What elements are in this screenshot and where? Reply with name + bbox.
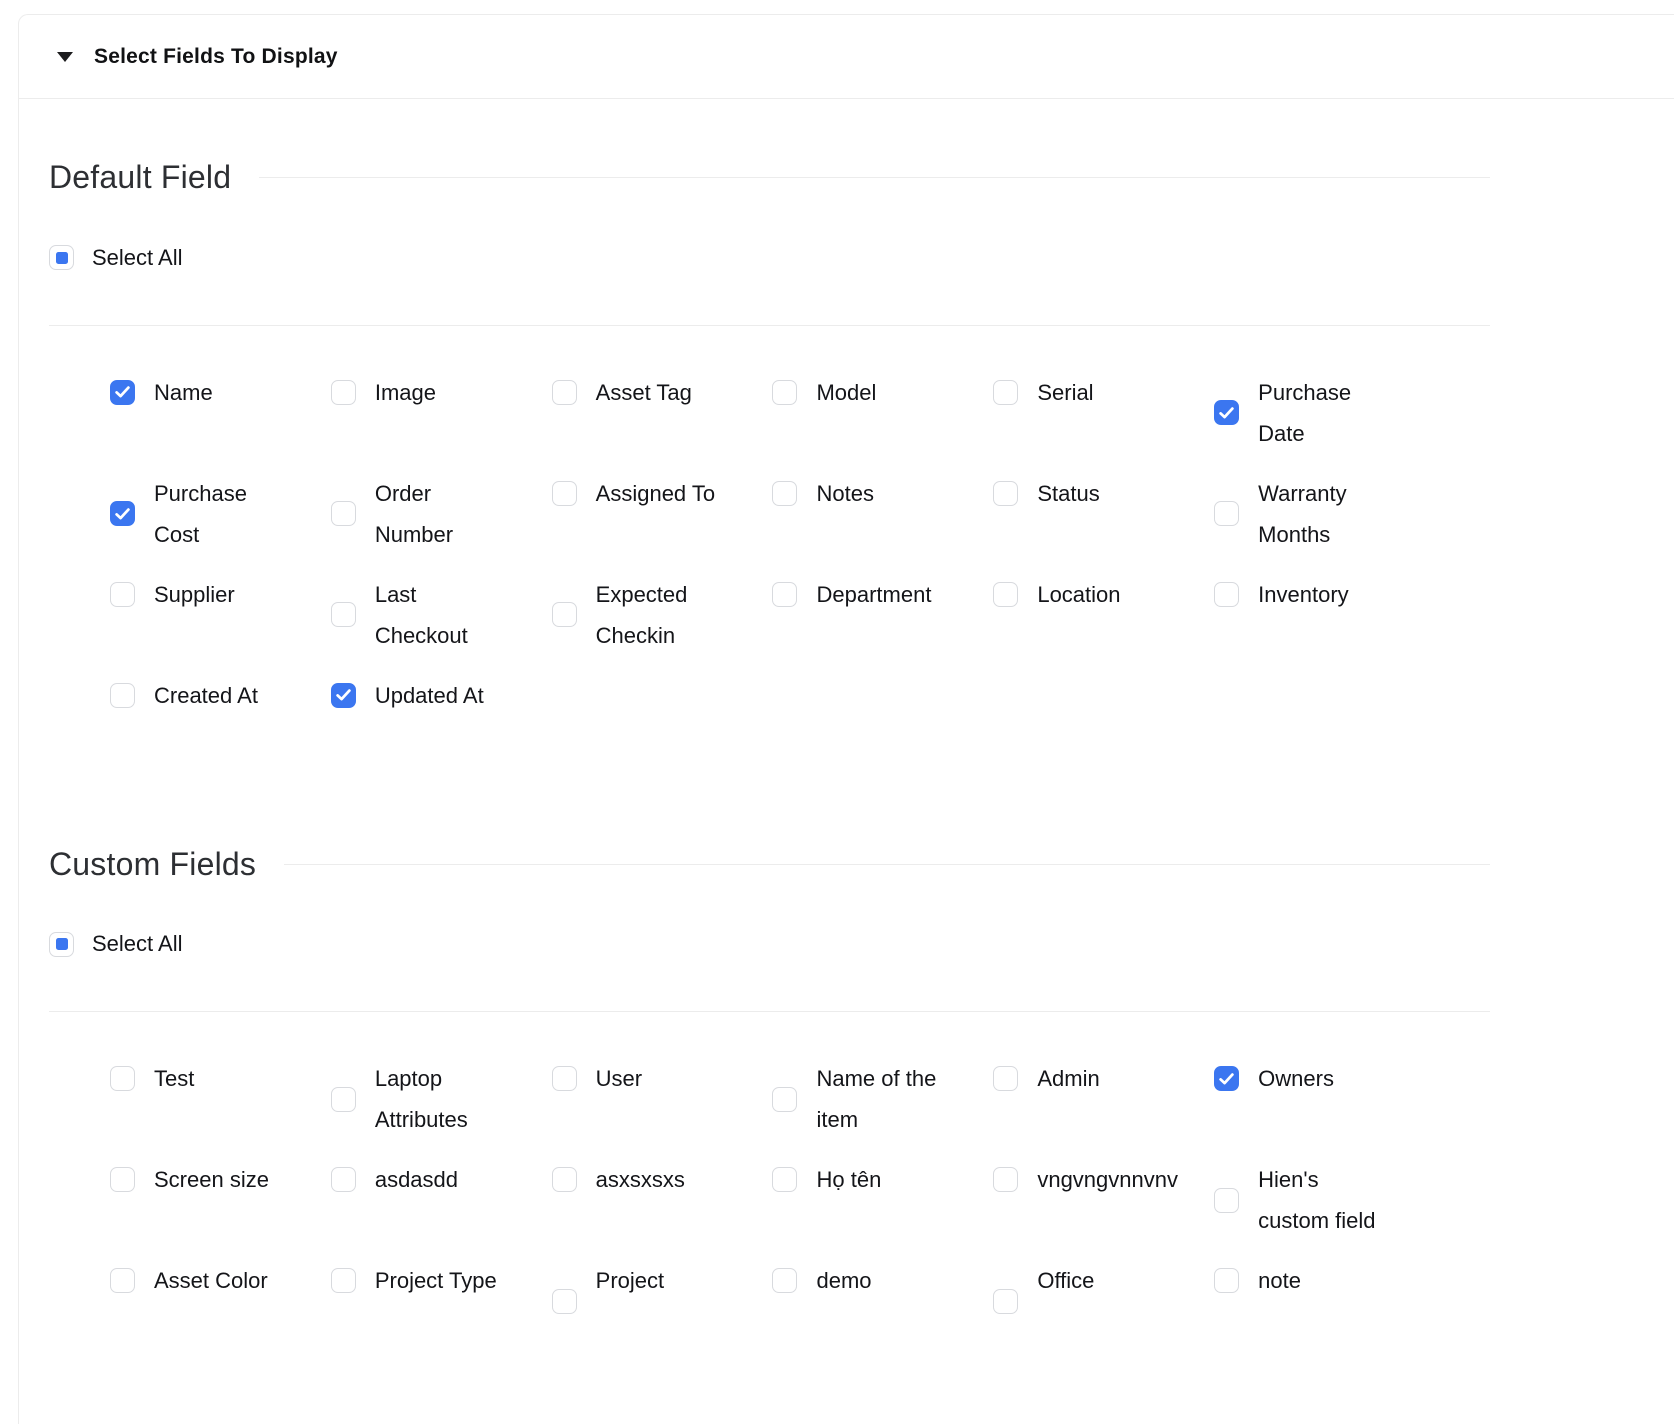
checkbox-icon[interactable]	[110, 582, 135, 607]
field-label[interactable]: Purchase Cost	[154, 480, 247, 547]
checkbox-icon[interactable]	[993, 481, 1018, 506]
field-label[interactable]: asxsxsxs	[595, 1167, 685, 1193]
field-label[interactable]: Assigned To	[595, 480, 716, 506]
checkbox-icon[interactable]	[110, 1167, 135, 1192]
field-custom-2[interactable]	[552, 1058, 773, 1099]
field-default-8[interactable]	[552, 473, 773, 514]
field-label[interactable]: Name	[154, 379, 213, 405]
field-custom-11[interactable]	[1214, 1159, 1435, 1241]
section-custom	[49, 844, 1490, 1343]
checkbox-icon[interactable]	[331, 683, 356, 708]
section-heading: Default Field	[49, 159, 232, 195]
checkbox-icon[interactable]	[331, 501, 356, 526]
field-label[interactable]: Supplier	[154, 581, 235, 607]
checkbox-icon[interactable]	[1214, 501, 1239, 526]
field-custom-14[interactable]	[552, 1260, 773, 1342]
checkbox-icon[interactable]	[772, 380, 797, 405]
field-custom-17[interactable]	[1214, 1260, 1435, 1301]
checkmark-icon	[336, 689, 351, 701]
field-custom-5[interactable]	[1214, 1058, 1435, 1099]
checkbox-icon[interactable]	[552, 1289, 577, 1314]
field-label[interactable]: Department	[816, 581, 932, 607]
checkbox-icon[interactable]	[772, 1087, 797, 1112]
panel-body	[19, 99, 1674, 1342]
field-label[interactable]: Laptop Attributes	[374, 1066, 468, 1133]
checkbox-icon[interactable]	[993, 380, 1018, 405]
field-label[interactable]: Warranty Months	[1258, 480, 1347, 547]
checkbox-icon[interactable]	[772, 1268, 797, 1293]
checkbox-indeterminate-icon[interactable]	[49, 245, 74, 270]
heading-divider	[284, 864, 1490, 865]
field-label[interactable]: Serial	[1037, 379, 1094, 405]
checkbox-indeterminate-icon[interactable]	[49, 932, 74, 957]
section-divider	[49, 325, 1490, 326]
field-custom-7[interactable]	[331, 1159, 552, 1200]
field-label[interactable]: Purchase Date	[1258, 379, 1352, 446]
checkbox-icon[interactable]	[772, 1167, 797, 1192]
field-custom-15[interactable]	[772, 1260, 993, 1301]
checkbox-icon[interactable]	[772, 582, 797, 607]
checkbox-icon[interactable]	[1214, 1066, 1239, 1091]
field-custom-6[interactable]	[110, 1159, 331, 1200]
caret-down-icon[interactable]	[57, 52, 73, 62]
checkbox-icon[interactable]	[993, 1289, 1018, 1314]
field-label[interactable]: Screen size	[154, 1167, 269, 1193]
field-custom-10[interactable]	[993, 1159, 1214, 1200]
field-label[interactable]: Last Checkout	[374, 581, 468, 648]
checkbox-icon[interactable]	[552, 380, 577, 405]
field-label[interactable]: Họ tên	[816, 1167, 882, 1193]
field-default-3[interactable]	[772, 372, 993, 413]
field-custom-0[interactable]	[110, 1058, 331, 1099]
field-default-12[interactable]	[110, 574, 331, 615]
section-default	[49, 157, 1490, 716]
field-label[interactable]: Office	[1037, 1268, 1095, 1294]
field-default-11[interactable]	[1214, 473, 1435, 555]
checkbox-icon[interactable]	[552, 602, 577, 627]
section-heading: Custom Fields	[49, 845, 257, 882]
checkmark-icon	[115, 386, 130, 398]
checkbox-icon[interactable]	[552, 1167, 577, 1192]
section-divider	[49, 1011, 1490, 1012]
field-label[interactable]: Updated At	[374, 682, 484, 708]
field-label[interactable]: Notes	[816, 480, 874, 506]
checkbox-icon[interactable]	[993, 1167, 1018, 1192]
field-label[interactable]: Project	[595, 1268, 665, 1294]
field-label[interactable]: Admin	[1037, 1066, 1100, 1092]
field-custom-3[interactable]	[772, 1058, 993, 1140]
checkbox-icon[interactable]	[993, 1066, 1018, 1091]
field-default-17[interactable]	[1214, 574, 1435, 615]
field-default-14[interactable]	[552, 574, 773, 656]
fields-grid	[110, 1058, 1435, 1342]
field-label[interactable]: Order Number	[374, 480, 454, 547]
field-default-16[interactable]	[993, 574, 1214, 615]
checkbox-icon[interactable]	[110, 1268, 135, 1293]
field-label[interactable]: Test	[154, 1066, 195, 1092]
checkbox-icon[interactable]	[552, 1066, 577, 1091]
field-label[interactable]: Asset Tag	[595, 379, 692, 405]
field-default-4[interactable]	[993, 372, 1214, 413]
heading-divider	[259, 177, 1490, 178]
checkbox-icon[interactable]	[110, 380, 135, 405]
checkbox-icon[interactable]	[110, 683, 135, 708]
field-default-9[interactable]	[772, 473, 993, 514]
field-default-7[interactable]	[331, 473, 552, 555]
checkmark-icon	[1219, 407, 1234, 419]
field-label[interactable]: Name of the item	[816, 1066, 937, 1133]
field-label[interactable]: Inventory	[1258, 581, 1349, 607]
field-custom-4[interactable]	[993, 1058, 1214, 1099]
field-label[interactable]: Location	[1037, 581, 1121, 607]
field-default-6[interactable]	[110, 473, 331, 555]
section-heading-row	[49, 844, 1490, 886]
field-default-1[interactable]	[331, 372, 552, 413]
field-label[interactable]: Hien's custom field	[1258, 1167, 1376, 1234]
field-label[interactable]: Status	[1037, 480, 1100, 506]
field-default-13[interactable]	[331, 574, 552, 656]
field-label[interactable]: Expected Checkin	[595, 581, 688, 648]
field-label[interactable]: asdasdd	[374, 1167, 459, 1193]
field-label[interactable]: Model	[816, 379, 877, 405]
field-default-15[interactable]	[772, 574, 993, 615]
checkbox-icon[interactable]	[331, 1087, 356, 1112]
checkbox-icon[interactable]	[110, 501, 135, 526]
field-label[interactable]: vngvngvnnvnv	[1037, 1167, 1178, 1193]
select-all-checkbox[interactable]	[49, 931, 183, 957]
checkbox-icon[interactable]	[1214, 1268, 1239, 1293]
field-label[interactable]: Project Type	[374, 1268, 497, 1294]
checkbox-icon[interactable]	[110, 1066, 135, 1091]
field-default-2[interactable]	[552, 372, 773, 413]
field-label[interactable]: demo	[816, 1268, 872, 1294]
checkbox-icon[interactable]	[993, 582, 1018, 607]
field-default-19[interactable]	[331, 675, 552, 716]
field-label[interactable]: User	[595, 1066, 643, 1092]
panel-title[interactable]: Select Fields To Display	[94, 44, 338, 68]
field-custom-13[interactable]	[331, 1260, 552, 1301]
checkbox-icon[interactable]	[772, 481, 797, 506]
field-default-5[interactable]	[1214, 372, 1435, 454]
select-fields-panel	[18, 14, 1674, 1424]
checkmark-icon	[1219, 1073, 1234, 1085]
checkbox-icon[interactable]	[331, 602, 356, 627]
fields-grid	[110, 372, 1435, 716]
field-custom-16[interactable]	[993, 1260, 1214, 1342]
checkbox-icon[interactable]	[331, 1167, 356, 1192]
field-label[interactable]: Owners	[1258, 1066, 1334, 1092]
field-default-10[interactable]	[993, 473, 1214, 514]
field-label[interactable]: Created At	[154, 682, 258, 708]
select-all-label[interactable]: Select All	[92, 244, 183, 270]
checkbox-icon[interactable]	[331, 1268, 356, 1293]
field-default-0[interactable]	[110, 372, 331, 413]
checkbox-icon[interactable]	[331, 380, 356, 405]
section-heading-row	[49, 157, 1490, 199]
field-label[interactable]: Asset Color	[154, 1268, 268, 1294]
select-all-checkbox[interactable]	[49, 245, 183, 271]
panel-header[interactable]	[19, 15, 1674, 99]
field-custom-8[interactable]	[552, 1159, 773, 1200]
field-label[interactable]: note	[1258, 1268, 1301, 1294]
field-custom-9[interactable]	[772, 1159, 993, 1200]
checkbox-icon[interactable]	[1214, 400, 1239, 425]
checkmark-icon	[115, 508, 130, 520]
field-custom-1[interactable]	[331, 1058, 552, 1140]
checkbox-icon[interactable]	[1214, 582, 1239, 607]
field-label[interactable]: Image	[374, 379, 436, 405]
field-default-18[interactable]	[110, 675, 331, 716]
field-custom-12[interactable]	[110, 1260, 331, 1301]
select-all-label[interactable]: Select All	[92, 931, 183, 957]
checkbox-icon[interactable]	[1214, 1188, 1239, 1213]
checkbox-icon[interactable]	[552, 481, 577, 506]
